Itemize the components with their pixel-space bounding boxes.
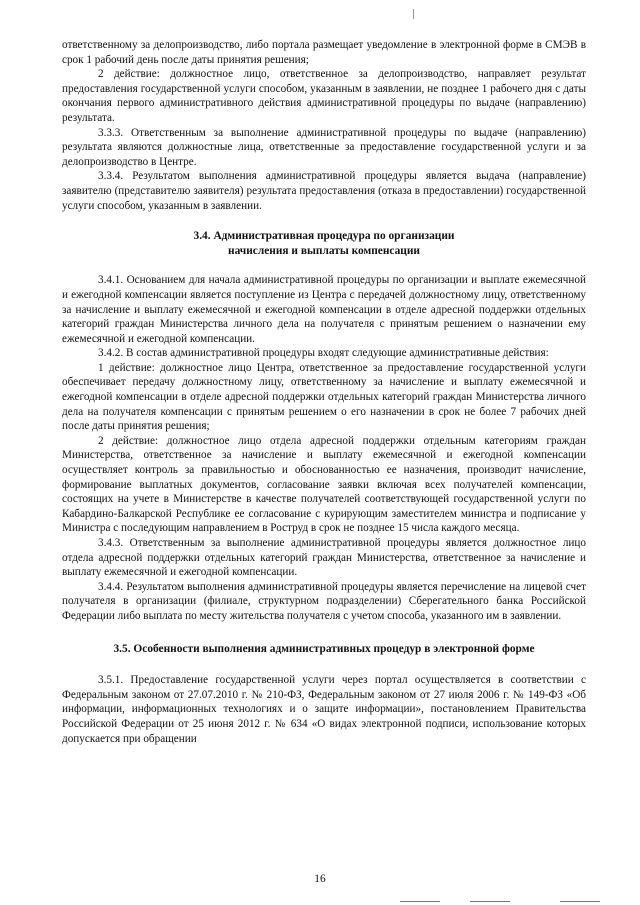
paragraph-action-2: 2 действие: должностное лицо, ответственное за делопроизводство, направляет результат предоставления государственной услуги способом, указанным в заявлении, не позднее 1 рабочего дня с даты окончания первого административного действия административной процедуры по выдаче (направлению) результата.: [62, 68, 586, 124]
section-heading-3-4-line1: 3.4. Административная процедура по организации: [193, 230, 455, 243]
scan-line: [400, 901, 440, 902]
paragraph-3-4-2-action-2: 2 действие: должностное лицо отдела адресной поддержки отдельным категориям граждан Министерства, ответственное за начисление и выплату ежемесячной и ежегодной компенсации осуществляет контроль за правильностью и обоснованностью ее назначения, производит начисление, формирование выплатных документов, согласование заявки включая всех получателей компенсации, состоящих на учете в Министерстве в качестве получателей соответствующей государственной услуги по Кабардино-Балкарской Республике ее согласование с курирующим заместителем министра и подписание у Министра с последующим направлением в Роструд в срок не позднее 15 числа каждого месяца.: [62, 434, 586, 535]
paragraph-3-3-4: 3.3.4. Результатом выполнения административной процедуры является выдача (направление) заявителю (представителю заявителя) результата предоставления (отказа в предоставлении) государственной услуги способом, указанным в заявлении.: [62, 170, 586, 212]
paragraph-3-5-1: 3.5.1. Предоставление государственной услуги через портал осуществляется в соответствии с Федеральным законом от 27.07.2010 г. № 210-ФЗ, Федеральным законом от 27 июля 2006 г. № 149-ФЗ «Об информации, информационных технологиях и о защите информации», постановлением Правительства Российской Федерации от 25 июня 2012 г. № 634 «О видах электронной подписи, использование которых допускается при обращении: [62, 674, 586, 745]
page-number: 16: [314, 873, 326, 885]
paragraph-continuation: ответственному за делопроизводство, либо портала размещает уведомление в электронной форме в СМЭВ в срок 1 рабочий день после даты принятия решения;: [62, 39, 586, 66]
document-page: [62, 38, 586, 746]
scan-line: [470, 901, 510, 902]
scan-line: [560, 901, 600, 902]
section-heading-3-4-line2: начисления и выплаты компенсации: [228, 244, 420, 257]
paragraph-3-4-4: 3.4.4. Результатом выполнения административной процедуры является перечисление на лицевой счет получателя в организации (филиале, структурном подразделении) Сберегательного банка Российской Федерации либо выплата по месту жительства получателя с учетом способа, указанного им в заявлении.: [62, 580, 586, 622]
paragraph-3-4-1: 3.4.1. Основанием для начала административной процедуры по организации и выплате ежемесячной и ежегодной компенсации является поступление из Центра с передачей должностному лицу, ответственному за начисление и выплату ежемесячной и ежегодной компенсации в отделе адресной поддержки отдельных категорий граждан Министерства личного дела на получателя с принятым решением о назначении ему ежемесячной и ежегодной компенсации.: [62, 274, 586, 345]
paragraph-3-4-2: 3.4.2. В состав административной процедуры входят следующие административные действия:: [98, 347, 549, 360]
section-heading-3-4: [62, 229, 586, 258]
paragraph-3-4-3: 3.4.3. Ответственным за выполнение административной процедуры является должностное лицо отдела адресной поддержки отдельных категорий граждан Министерства, ответственное за начисление и выплату ежемесячной и ежегодной компенсации.: [62, 537, 586, 579]
scan-mark: [413, 9, 414, 19]
paragraph-3-4-2-action-1: 1 действие: должностное лицо Центра, ответственное за предоставление государственной услуги обеспечивает передачу должностному лицу, ответственному за начисление и выплату ежемесячной и ежегодной компенсации в отделе адресной поддержки отдельных категорий граждан Министерства личного дела на получателя компенсации с принятым решением о его назначении в срок не более 7 рабочих дней после даты принятия решения;: [62, 361, 586, 433]
section-heading-3-5: 3.5. Особенности выполнения административных процедур в электронной форме: [113, 642, 535, 655]
paragraph-3-3-3: 3.3.3. Ответственным за выполнение административной процедуры по выдаче (направлению) результата являются должностные лица, ответственные за предоставление государственной услуги и за делопроизводство в Центре.: [62, 126, 586, 168]
